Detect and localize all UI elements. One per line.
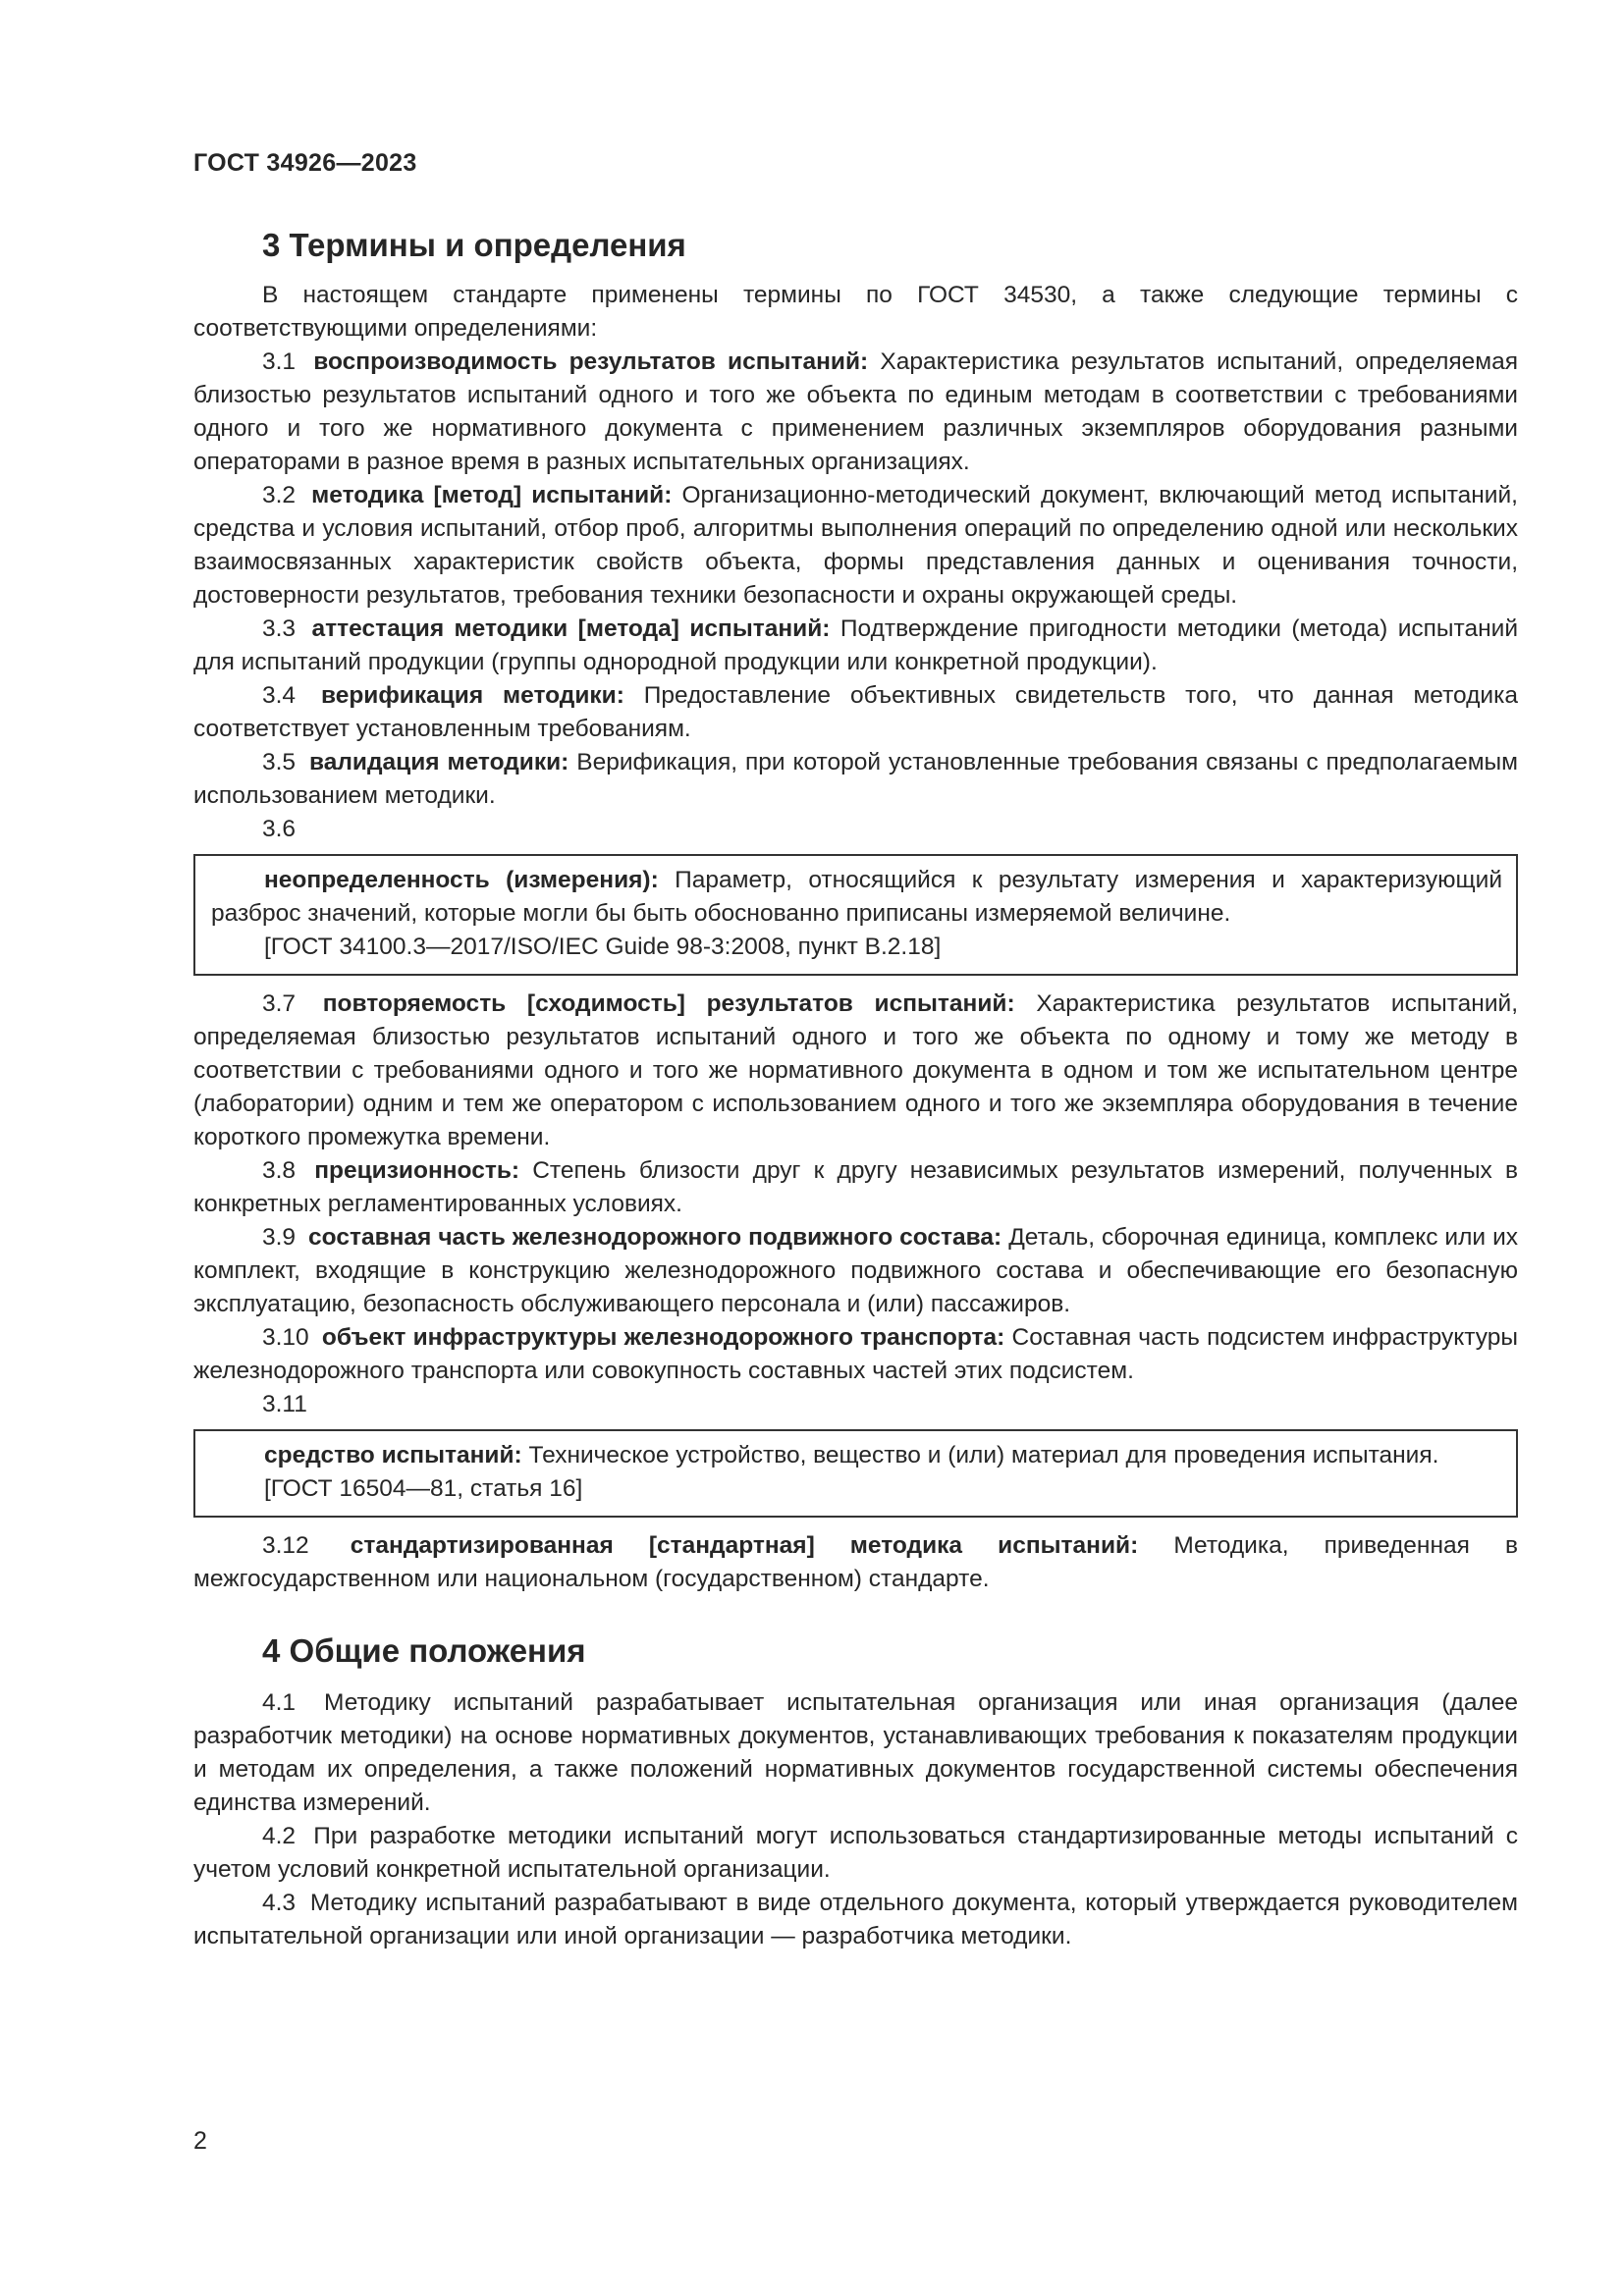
term-3-6-source: [ГОСТ 34100.3—2017/ISO/IEC Guide 98-3:2008, пункт В.2.18] <box>264 934 942 960</box>
clause-number: 4.3 <box>262 1890 297 1916</box>
term-definition: Техническое устройство, вещество и (или) материал для проведения испытания. <box>528 1442 1439 1468</box>
term-number: 3.5 <box>262 749 297 775</box>
term-name: прецизионность: <box>314 1157 520 1184</box>
term-definition: Характеристика результатов испытаний, определяемая близостью результатов испытаний одного и того же объекта по единым методам в соответствии с требованиями одного и того же нормативного документа с применением различных экземпляров оборудования разными операторами в разное время в разных испытательных организациях. <box>193 348 1519 475</box>
term-3-11-number: 3.11 <box>262 1391 307 1417</box>
page-content <box>193 226 1518 1953</box>
clause-4-2 <box>193 1820 1518 1887</box>
term-3-2 <box>193 479 1518 613</box>
term-number: 3.7 <box>262 990 297 1017</box>
term-definition: Подтверждение пригодности методики (метода) испытаний для испытаний продукции (группы однородной продукции или конкретной продукции). <box>193 615 1519 675</box>
page-number: 2 <box>193 2127 207 2155</box>
term-3-12 <box>193 1529 1518 1596</box>
term-3-4 <box>193 679 1518 746</box>
clause-number: 4.2 <box>262 1823 297 1849</box>
term-name: верификация методики: <box>320 682 624 709</box>
term-3-5 <box>193 746 1518 813</box>
term-definition: Верификация, при которой установленные требования связаны с предполагаемым использованием методики. <box>193 749 1518 809</box>
term-number: 3.9 <box>262 1224 297 1251</box>
term-3-11-box <box>193 1429 1518 1518</box>
term-number: 3.3 <box>262 615 297 642</box>
term-3-8 <box>193 1154 1518 1221</box>
term-number: 3.1 <box>262 348 297 375</box>
section-4-title: 4 Общие положения <box>262 1632 586 1669</box>
term-number: 3.8 <box>262 1157 297 1184</box>
term-3-11 <box>211 1439 1502 1472</box>
document-code-header: ГОСТ 34926—2023 <box>193 149 417 177</box>
term-3-11-source: [ГОСТ 16504—81, статья 16] <box>264 1475 583 1502</box>
term-definition: Деталь, сборочная единица, комплекс или их комплект, входящие в конструкцию железнодорожного подвижного состава и обеспечивающие его безопасную эксплуатацию, безопасность обслуживающего персонала и (или) пассажиров. <box>193 1224 1519 1317</box>
term-3-1 <box>193 346 1518 479</box>
term-name: составная часть железнодорожного подвижного состава: <box>308 1224 1002 1251</box>
term-name: стандартизированная [стандартная] методика испытаний: <box>350 1532 1139 1559</box>
term-3-10 <box>193 1321 1518 1388</box>
clause-4-3 <box>193 1887 1518 1953</box>
term-name: методика [метод] испытаний: <box>311 482 673 508</box>
term-name: объект инфраструктуры железнодорожного транспорта: <box>321 1324 1005 1351</box>
term-number: 3.12 <box>262 1532 309 1559</box>
section-3-title: 3 Термины и определения <box>262 227 686 263</box>
section-3-intro: В настоящем стандарте применены термины по ГОСТ 34530, а также следующие термины с соответствующими определениями: <box>193 282 1518 342</box>
clause-4-1 <box>193 1686 1518 1820</box>
term-3-7 <box>193 988 1518 1154</box>
term-name: воспроизводимость результатов испытаний: <box>313 348 869 375</box>
clause-text: Методику испытаний разрабатывает испытательная организация или иная организация (далее разработчик методики) на основе нормативных документов, устанавливающих требования к показателям продукции и методам их определения, а также положений нормативных документов государственной системы обеспечения единства измерений. <box>193 1689 1518 1816</box>
term-3-6-box <box>193 854 1518 976</box>
term-definition: Предоставление объективных свидетельств того, что данная методика соответствует установленным требованиям. <box>193 682 1519 742</box>
term-name: неопределенность (измерения): <box>264 867 659 893</box>
term-name: валидация методики: <box>308 749 569 775</box>
term-definition: Характеристика результатов испытаний, определяемая близостью результатов испытаний одного и того же объекта по одному и тому же методу в соответствии с требованиями одного и того же нормативного документа в одном и том же испытательном центре (лаборатории) одним и тем же оператором с использованием одного и того же экземпляра оборудования в течение короткого промежутка времени. <box>193 990 1519 1150</box>
term-3-6-number: 3.6 <box>262 816 297 842</box>
clause-number: 4.1 <box>262 1689 297 1716</box>
term-3-6 <box>211 864 1502 931</box>
term-definition: Параметр, относящийся к результату измерения и характеризующий разброс значений, которые могли бы быть обоснованно приписаны измеряемой величине. <box>211 867 1503 927</box>
clause-text: При разработке методики испытаний могут использоваться стандартизированные методы испытаний с учетом условий конкретной испытательной организации. <box>193 1823 1518 1883</box>
term-definition: Методика, приведенная в межгосударственном или национальном (государственном) стандарте. <box>193 1532 1518 1592</box>
term-name: средство испытаний: <box>264 1442 522 1468</box>
clause-text: Методику испытаний разрабатывают в виде отдельного документа, который утверждается руководителем испытательной организации или иной организации — разработчика методики. <box>193 1890 1519 1949</box>
term-number: 3.2 <box>262 482 297 508</box>
term-number: 3.10 <box>262 1324 309 1351</box>
term-number: 3.4 <box>262 682 297 709</box>
term-name: повторяемость [сходимость] результатов испытаний: <box>322 990 1015 1017</box>
term-definition: Составная часть подсистем инфраструктуры железнодорожного транспорта или совокупность составных частей этих подсистем. <box>193 1324 1518 1384</box>
term-name: аттестация методики [метода] испытаний: <box>311 615 831 642</box>
term-definition: Организационно-методический документ, включающий метод испытаний, средства и условия испытаний, отбор проб, алгоритмы выполнения операций по определению одной или нескольких взаимосвязанных характеристик свойств объекта, формы представления данных и оценивания точности, достоверности результатов, требования техники безопасности и охраны окружающей среды. <box>193 482 1518 609</box>
term-3-9 <box>193 1221 1518 1321</box>
term-definition: Степень близости друг к другу независимых результатов измерений, полученных в конкретных регламентированных условиях. <box>193 1157 1518 1217</box>
term-3-3 <box>193 613 1518 679</box>
